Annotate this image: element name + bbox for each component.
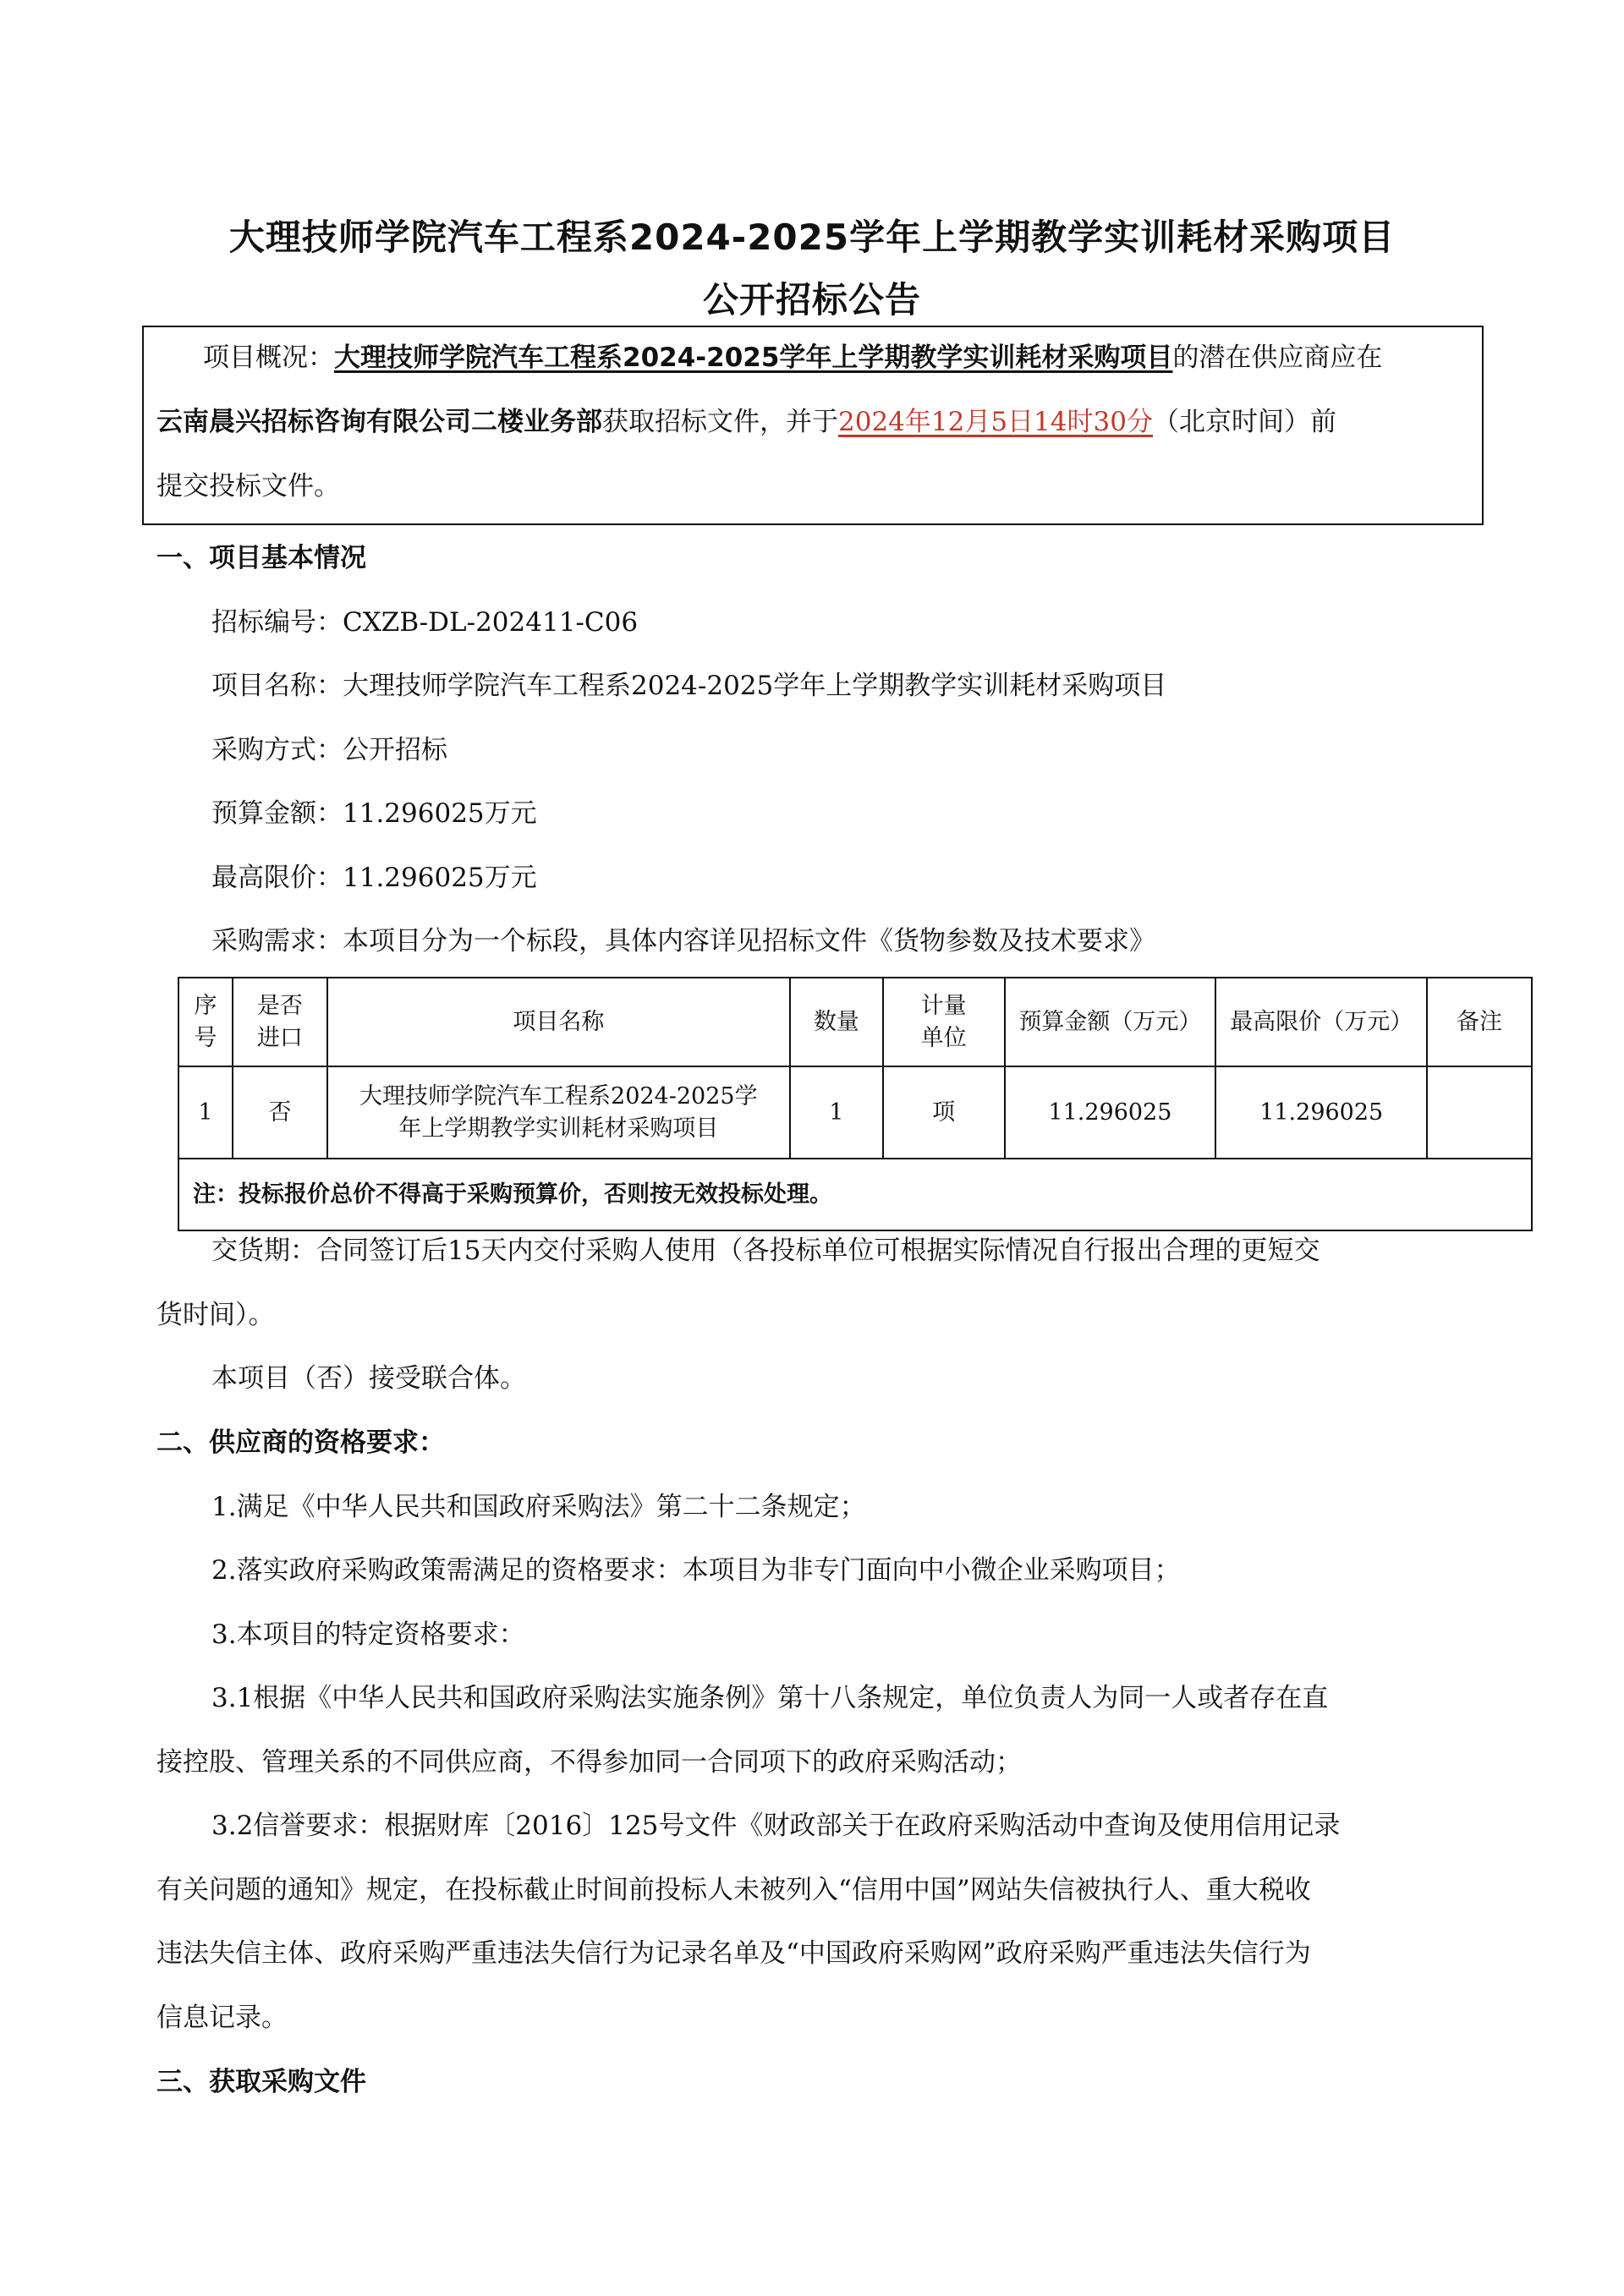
overview-text1: 的潜在供应商应在	[1172, 342, 1383, 373]
consortium: 本项目（否）接受联合体。	[211, 1363, 526, 1394]
table-note-row	[178, 1159, 1532, 1230]
procurement-table	[178, 977, 1533, 1231]
document-title-line1: 大理技师学院汽车工程系2024-2025学年上学期教学实训耗材采购项目	[228, 216, 1396, 258]
cell-unit: 项	[883, 1066, 1005, 1159]
table-header-row	[178, 978, 1532, 1066]
section2-heading: 二、供应商的资格要求：	[156, 1427, 445, 1458]
procurement-demand: 采购需求：本项目分为一个标段，具体内容详见招标文件《货物参数及技术要求》	[211, 926, 1155, 956]
requirement-3-2-line2: 有关问题的通知》规定，在投标截止时间前投标人未被列入“信用中国”网站失信被执行人、重大税收	[156, 1875, 1311, 1905]
section1-heading: 一、项目基本情况	[156, 543, 366, 573]
overview-text3: （北京时间）前	[1152, 407, 1336, 437]
requirement-3: 3.本项目的特定资格要求：	[211, 1619, 525, 1650]
requirement-1: 1.满足《中华人民共和国政府采购法》第二十二条规定；	[211, 1492, 866, 1522]
header-budget: 预算金额（万元）	[1005, 978, 1216, 1066]
cell-budget: 11.296025	[1005, 1066, 1216, 1159]
overview-project: 大理技师学院汽车工程系2024-2025学年上学期教学实训耗材采购项目	[334, 342, 1173, 373]
requirement-3-2-line1: 3.2信誉要求：根据财库〔2016〕125号文件《财政部关于在政府采购活动中查询及使用信用记录	[211, 1811, 1341, 1841]
header-import: 是否 进口	[233, 978, 327, 1066]
section3-heading: 三、获取采购文件	[156, 2067, 366, 2097]
cell-import: 否	[233, 1066, 327, 1159]
overview-line3: 提交投标文件。	[156, 471, 340, 501]
overview-location: 云南晨兴招标咨询有限公司二楼业务部	[156, 407, 602, 437]
overview-line2	[156, 406, 1336, 438]
delivery-line2: 货时间）。	[156, 1300, 275, 1330]
header-unit: 计量 单位	[883, 978, 1005, 1066]
cell-name: 大理技师学院汽车工程系2024-2025学 年上学期教学实训耗材采购项目	[327, 1066, 790, 1159]
procurement-method: 采购方式：公开招标	[211, 735, 447, 765]
budget-amount: 预算金额：11.296025万元	[211, 798, 537, 829]
table-row	[178, 1066, 1532, 1159]
cell-remark	[1427, 1066, 1532, 1159]
document-title-line2: 公开招标公告	[702, 279, 921, 321]
header-seq: 序 号	[178, 978, 233, 1066]
header-qty: 数量	[790, 978, 883, 1066]
project-name: 项目名称：大理技师学院汽车工程系2024-2025学年上学期教学实训耗材采购项目	[211, 671, 1167, 701]
header-name: 项目名称	[327, 978, 790, 1066]
cell-seq: 1	[178, 1066, 233, 1159]
requirement-3-1-line1: 3.1根据《中华人民共和国政府采购法实施条例》第十八条规定，单位负责人为同一人或者存在直	[211, 1683, 1329, 1713]
header-max: 最高限价（万元）	[1215, 978, 1427, 1066]
overview-deadline: 2024年12月5日14时30分	[838, 407, 1153, 437]
table-note: 注：投标报价总价不得高于采购预算价，否则按无效投标处理。	[178, 1159, 1532, 1230]
requirement-3-2-line4: 信息记录。	[156, 2003, 288, 2033]
delivery-line1: 交货期：合同签订后15天内交付采购人使用（各投标单位可根据实际情况自行报出合理的更短交	[211, 1236, 1320, 1266]
requirement-2: 2.落实政府采购政策需满足的资格要求：本项目为非专门面向中小微企业采购项目；	[211, 1555, 1181, 1586]
requirement-3-1-line2: 接控股、管理关系的不同供应商，不得参加同一合同项下的政府采购活动；	[156, 1747, 1022, 1778]
bid-number: 招标编号：CXZB-DL-202411-C06	[211, 607, 639, 638]
overview-label: 项目概况：	[203, 342, 334, 373]
overview-text2: 获取招标文件，并于	[602, 407, 838, 437]
cell-qty: 1	[790, 1066, 883, 1159]
max-price: 最高限价：11.296025万元	[211, 863, 537, 893]
cell-max: 11.296025	[1215, 1066, 1427, 1159]
header-remark: 备注	[1427, 978, 1532, 1066]
overview-line1	[203, 342, 1382, 374]
requirement-3-2-line3: 违法失信主体、政府采购严重违法失信行为记录名单及“中国政府采购网”政府采购严重违法失信行为	[156, 1938, 1311, 1969]
